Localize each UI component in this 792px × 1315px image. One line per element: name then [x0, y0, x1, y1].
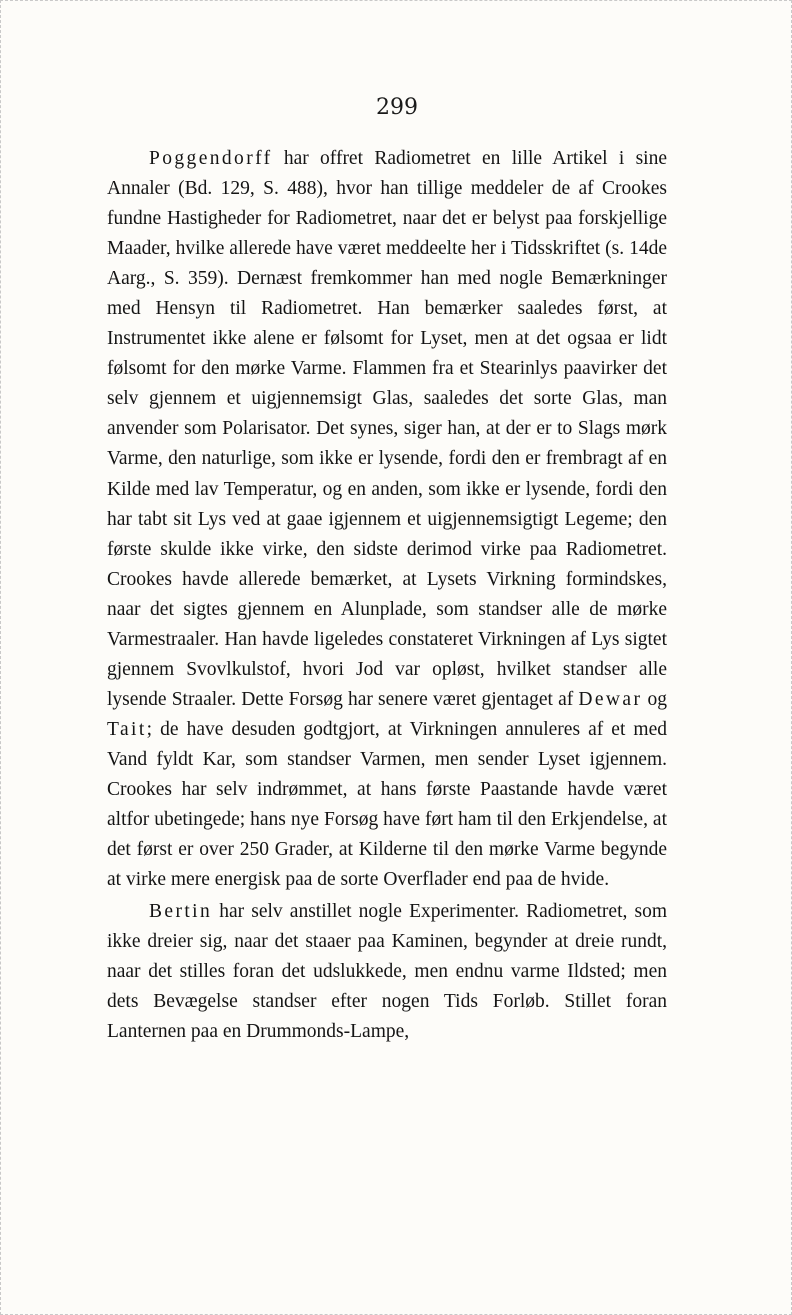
paragraph	[107, 144, 667, 895]
paragraph-text: har offret Radiometret en lille Artikel i sine Annaler (Bd. 129, S. 488), hvor han tillige meddeler de af Crookes fundne Hastigheder for Radiometret, naar det er belyst paa forskjellige Maader, hvilke allerede have været meddeelte her i Tidsskriftet (s. 14de Aarg., S. 359). Dernæst fremkommer han med nogle Bemærkninger med Hensyn til Radiometret. Han bemærker saaledes først, at Instrumentet ikke alene er følsomt for Lyset, men at det ogsaa er lidt følsomt for den mørke Varme. Flammen fra et Stearinlys paavirker det selv gjennem et uigjennemsigt Glas, saaledes det sorte Glas, man anvender som Polarisator. Det synes, siger han, at der er to Slags mørk Varme, den naturlige, som ikke er lysende, fordi den er frembragt af en Kilde med lav Temperatur, og en anden, som ikke er lysende, fordi den har tabt sit Lys ved at gaae igjennem et uigjennemsigtigt Legeme; den første skulde ikke virke, den sidste derimod virke paa Radiometret. Crookes havde allerede bemærket, at Lysets Virkning formindskes, naar det sigtes gjennem en Alunplade, som standser alle de mørke Varmestraaler. Han havde ligeledes constateret Virkningen af Lys sigtet gjennem Svovlkulstof, hvori Jod var opløst, hvilket standser alle lysende Straaler. Dette Forsøg har senere været gjentaget af	[107, 148, 667, 710]
paragraph-text: har selv anstillet nogle Experimenter. Radiometret, som ikke dreier sig, naar det staaer paa Kaminen, begynder at dreie rundt, naar det stilles foran det udslukkede, men endnu varme Ildsted; men dets Bevægelse standser efter nogen Tids Forløb. Stillet foran Lanternen paa en Drummonds-Lampe,	[107, 901, 667, 1043]
paragraph	[107, 897, 667, 1047]
author-name: Tait	[107, 718, 147, 740]
page-number: 299	[376, 95, 418, 120]
text-block	[107, 144, 667, 1047]
author-name: Poggendorff	[149, 148, 273, 169]
paragraph-text: ; de have desuden godtgjort, at Virkningen annuleres af et med Vand fyldt Kar, som standser Varmen, men sender Lyset igjennem. Crookes har selv indrømmet, at hans første Paastande havde været altfor ubetingede; hans nye Forsøg have ført ham til den Erkjendelse, at det først er over 250 Grader, at Kilderne til den mørke Varme begynde at virke mere energisk paa de sorte Overflader end paa de hvide.	[107, 718, 667, 891]
paragraph-text: og	[642, 688, 667, 710]
author-name: Bertin	[149, 901, 213, 923]
author-name: Dewar	[578, 688, 643, 710]
